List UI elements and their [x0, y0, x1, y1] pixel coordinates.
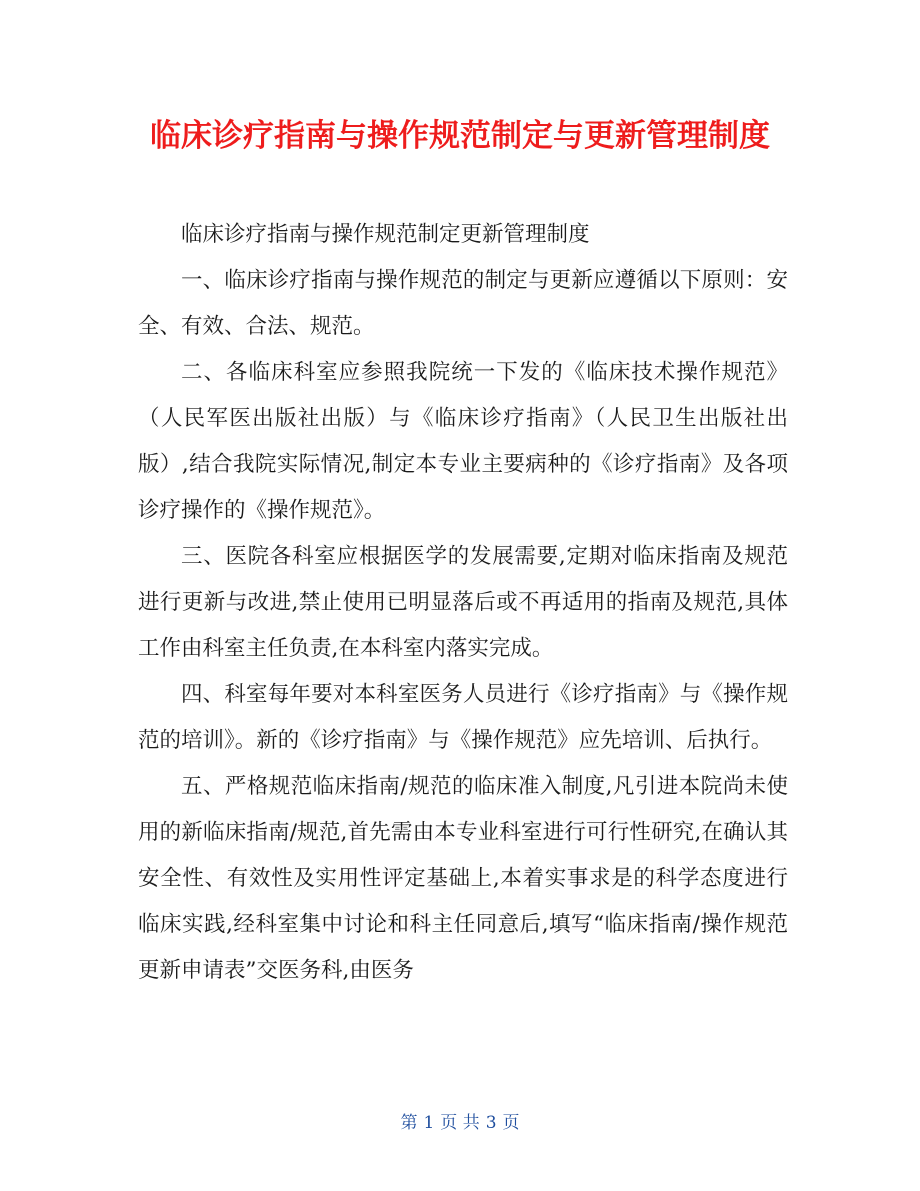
document-title: 临床诊疗指南与操作规范制定与更新管理制度: [150, 118, 770, 154]
paragraph-2: 二、各临床科室应参照我院统一下发的《临床技术操作规范》（人民军医出版社出版）与《临床诊疗指南》（人民卫生出版社出版）,结合我院实际情况,制定本专业主要病种的《诊疗指南》及各项诊疗操作的《操作规范》。: [138, 360, 788, 523]
document-body: [138, 212, 788, 994]
paragraph-3: 三、医院各科室应根据医学的发展需要,定期对临床指南及规范进行更新与改进,禁止使用已明显落后或不再适用的指南及规范,具体工作由科室主任负责,在本科室内落实完成。: [138, 544, 788, 661]
page-footer: [0, 1110, 920, 1136]
paragraph-1: 一、临床诊疗指南与操作规范的制定与更新应遵循以下原则：安全、有效、合法、规范。: [138, 268, 788, 339]
footer-prefix: 第: [400, 1113, 418, 1133]
paragraph-5: 五、严格规范临床指南/规范的临床准入制度,凡引进本院尚未使用的新临床指南/规范,首先需由本专业科室进行可行性研究,在确认其安全性、有效性及实用性评定基础上,本着实事求是的科学态度进行临床实践,经科室集中讨论和科主任同意后,填写“临床指南/操作规范更新申请表”交医务科,由医务: [138, 774, 788, 983]
footer-middle: 页 共: [440, 1113, 480, 1133]
paragraph-4: 四、科室每年要对本科室医务人员进行《诊疗指南》与《操作规范的培训》。新的《诊疗指南》与《操作规范》应先培训、后执行。: [138, 682, 788, 753]
paragraph-heading: 临床诊疗指南与操作规范制定更新管理制度: [181, 222, 590, 247]
footer-total-pages: 3: [485, 1113, 497, 1133]
footer-suffix: 页: [502, 1113, 520, 1133]
footer-page-number: 1: [423, 1113, 435, 1133]
